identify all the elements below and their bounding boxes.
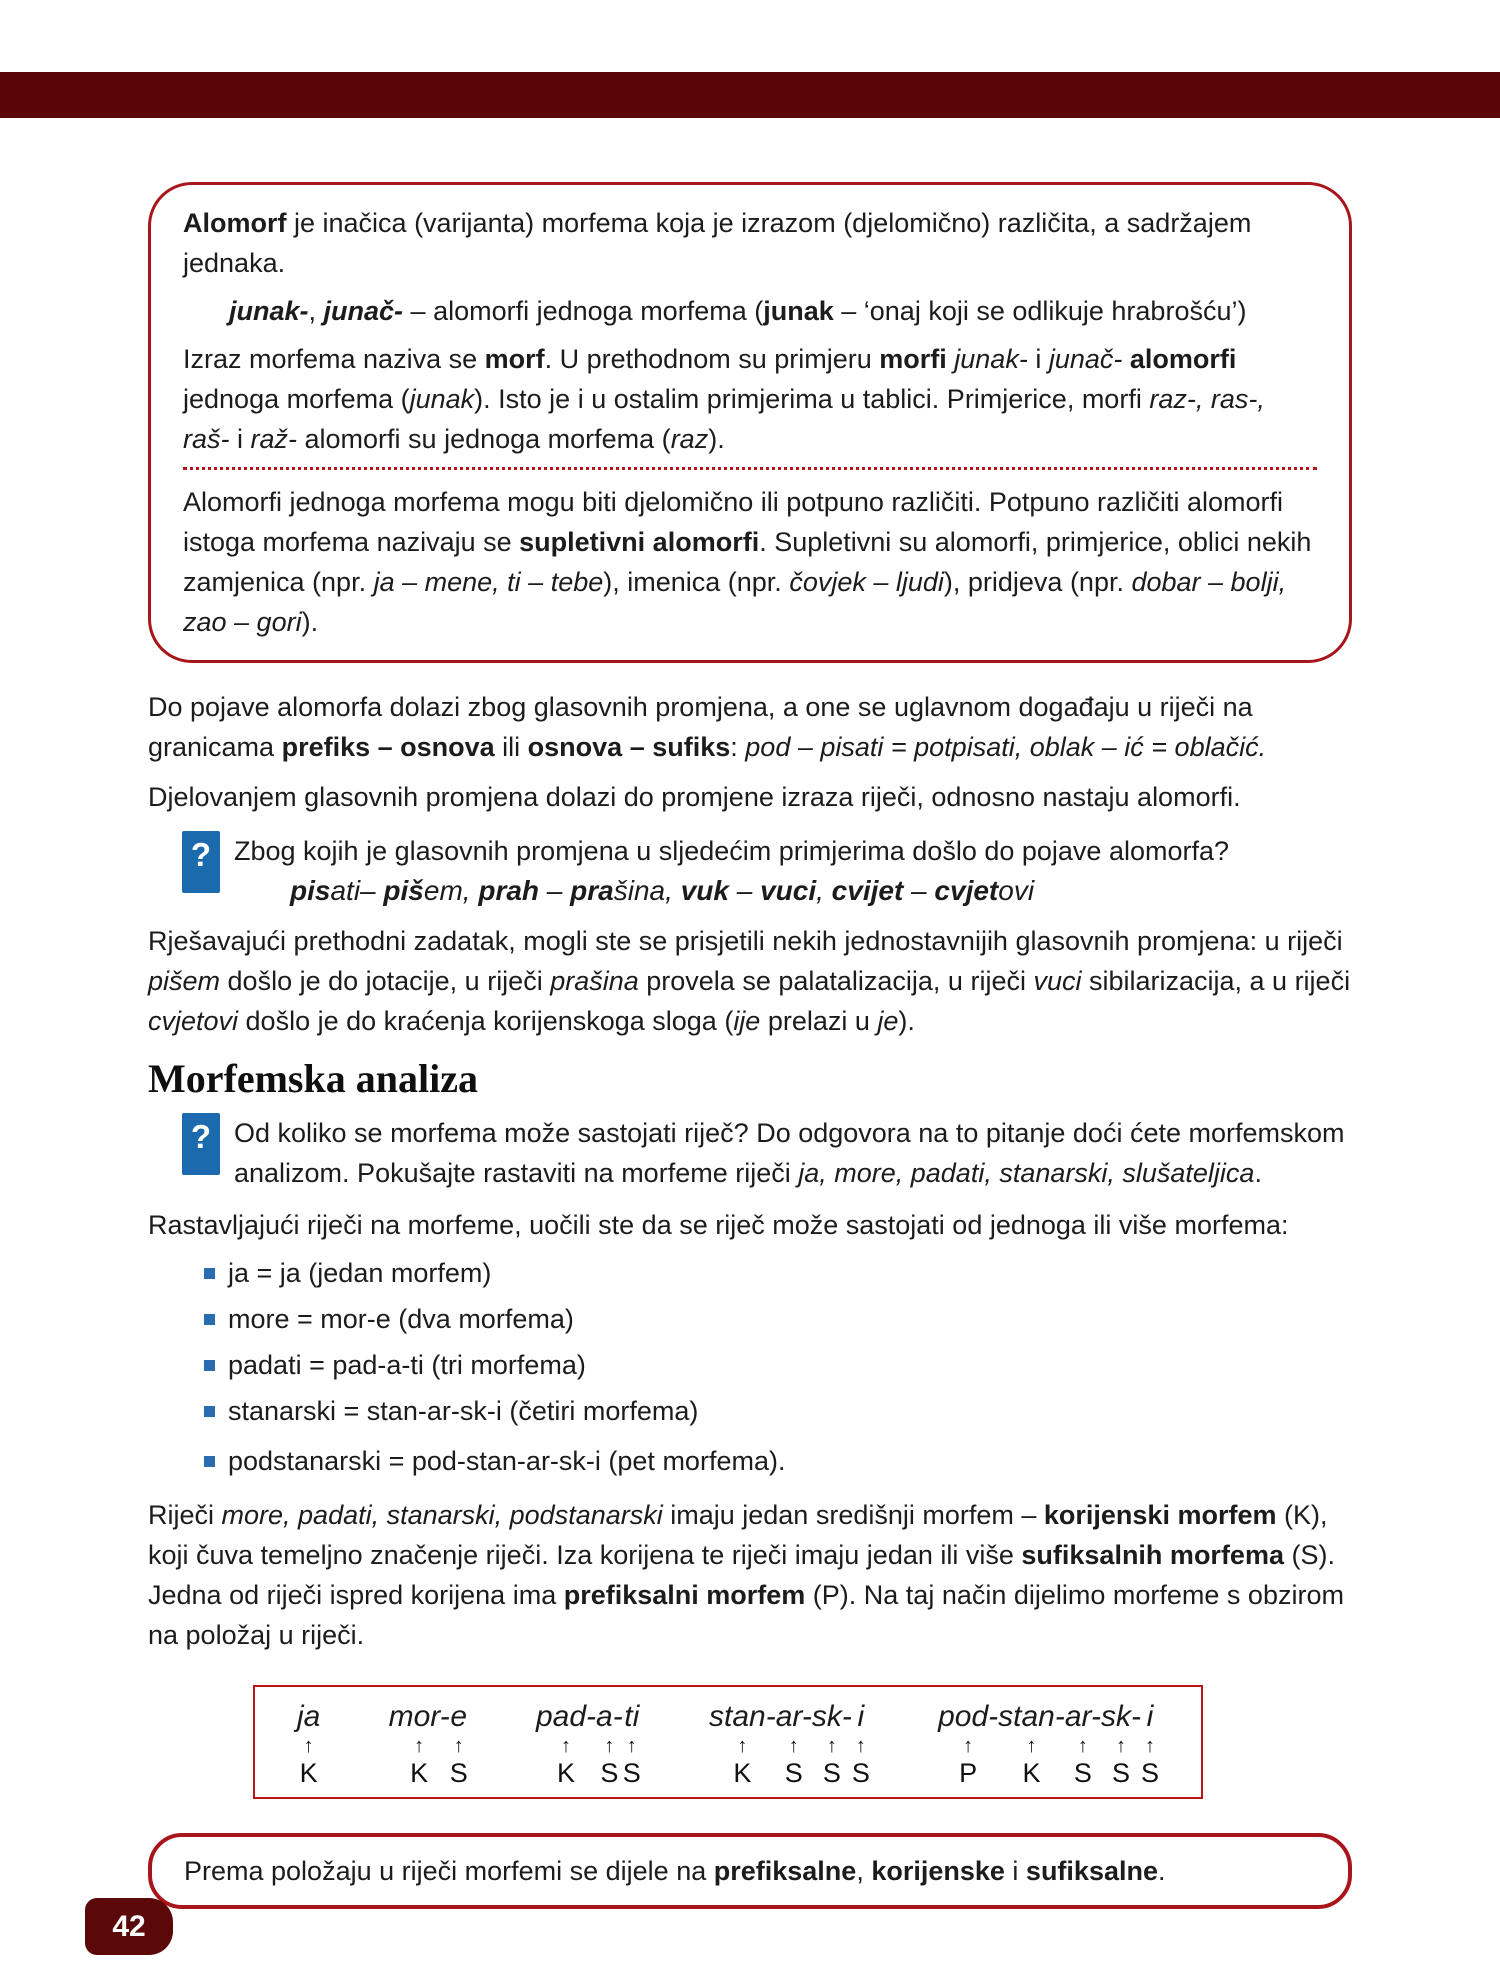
up-arrow-icon: ↑	[1077, 1735, 1088, 1757]
paragraph-do-pojave: Do pojave alomorfa dolazi zbog glasovnih promjena, a one se uglavnom događaju u riječi na granicama prefiks – osnova ili osnova – sufiks: pod – pisati = potpisati, oblak – ić = oblačić.	[148, 692, 1267, 762]
morpheme-label: S	[449, 1758, 468, 1788]
label-row	[709, 1757, 870, 1789]
morpheme-group	[938, 1699, 1159, 1789]
up-arrow-icon: ↑	[788, 1735, 799, 1757]
dotted-divider	[183, 467, 1317, 470]
morpheme-diagram	[253, 1685, 1203, 1799]
up-arrow-icon: ↑	[855, 1735, 866, 1757]
paragraph-rastavljajuci: Rastavljajući riječi na morfeme, uočili ste da se riječ može sastojati od jednoga ili više morfema:	[148, 1210, 1289, 1240]
label-row	[389, 1757, 468, 1789]
morpheme-group	[297, 1699, 320, 1789]
morpheme-word-segment: pod-	[938, 1700, 999, 1733]
question-mark-glyph: ?	[190, 1118, 212, 1155]
list-item-text: stanarski = stan-ar-sk-i (četiri morfema)	[228, 1396, 699, 1426]
question-examples-line: pisati– pišem, prah – prašina, vuk – vuci, cvijet – cvjetovi	[290, 875, 1035, 906]
note-text: Prema položaju u riječi morfemi se dijele na prefiksalne, korijenske i sufiksalne.	[184, 1856, 1166, 1886]
morpheme-label: K	[733, 1758, 752, 1788]
definition-paragraph-alomorf: Alomorf je inačica (varijanta) morfema koja je izrazom (djelomično) različita, a sadržajem jednaka.	[183, 208, 1252, 278]
morpheme-label: S	[600, 1758, 619, 1788]
section-heading: Morfemska analiza	[148, 1056, 478, 1101]
arrow-row	[709, 1735, 870, 1757]
definition-paragraph-supletivni: Alomorfi jednoga morfema mogu biti djelomično ili potpuno različiti. Potpuno različiti alomorfi istoga morfema nazivaju se supletivni alomorfi. Supletivni su alomorfi, primjerice, oblici nekih zamjenica (npr. ja – mene, ti – tebe), imenica (npr. čovjek – ljudi), pridjeva (npr. dobar – bolji, zao – gori).	[183, 487, 1312, 637]
list-item-text: ja = ja (jedan morfem)	[228, 1258, 492, 1288]
up-arrow-icon: ↑	[453, 1735, 464, 1757]
question-mark-glyph: ?	[190, 836, 212, 873]
morpheme-label: S	[1111, 1758, 1130, 1788]
morpheme-word-segment: a-	[596, 1700, 623, 1733]
list-item	[204, 1253, 1352, 1293]
morpheme-word-segment: pad-	[536, 1700, 597, 1733]
bullet-square-icon	[204, 1268, 215, 1279]
question-icon	[182, 831, 220, 893]
up-arrow-icon: ↑	[561, 1735, 572, 1757]
morpheme-word-segment: ti	[624, 1700, 640, 1733]
list-item-text: more = mor-e (dva morfema)	[228, 1304, 574, 1334]
question-text	[234, 831, 1229, 911]
morpheme-word-segment: ja	[297, 1700, 321, 1733]
morpheme-label: S	[622, 1758, 641, 1788]
morpheme-label: K	[1022, 1758, 1041, 1788]
morpheme-word-segment: mor-	[388, 1700, 450, 1733]
question-icon	[182, 1113, 220, 1175]
list-item-text: padati = pad-a-ti (tri morfema)	[228, 1350, 586, 1380]
label-row	[297, 1757, 320, 1789]
paragraph-rijeci: Riječi more, padati, stanarski, podstanarski imaju jedan središnji morfem – korijenski morfem (K), koji čuva temeljno značenje riječi. Iza korijena te riječi imaju jedan ili više sufiksalnih morfema (S). Jedna od riječi ispred korijena ima prefiksalni morfem (P). Na taj način dijelimo morfeme s obzirom na položaj u riječi.	[148, 1500, 1344, 1650]
paragraph-rjesavajuci: Rješavajući prethodni zadatak, mogli ste se prisjetili nekih jednostavnijih glasovnih promjena: u riječi pišem došlo je do jotacije, u riječi prašina provela se palatalizacija, u riječi vuci sibilarizacija, a u riječi cvjetovi došlo je do kraćenja korijenskoga sloga (ije prelazi u je).	[148, 926, 1351, 1036]
morpheme-word-segment: ar-	[775, 1700, 812, 1733]
bullet-square-icon	[204, 1314, 215, 1325]
morpheme-label: S	[784, 1758, 803, 1788]
page-content	[148, 182, 1352, 1909]
morpheme-group	[709, 1699, 870, 1789]
arrow-row	[938, 1735, 1159, 1757]
morpheme-label: S	[822, 1758, 841, 1788]
list-item	[204, 1345, 1352, 1385]
up-arrow-icon: ↑	[1144, 1735, 1155, 1757]
question-text	[234, 1113, 1352, 1193]
morpheme-label: K	[410, 1758, 429, 1788]
up-arrow-icon: ↑	[414, 1735, 425, 1757]
question-block-1	[148, 831, 1352, 911]
note-box	[148, 1833, 1352, 1909]
morpheme-group	[389, 1699, 468, 1789]
word-row	[297, 1699, 320, 1735]
morpheme-word-segment: i	[857, 1700, 865, 1733]
word-row	[389, 1699, 468, 1735]
up-arrow-icon: ↑	[826, 1735, 837, 1757]
up-arrow-icon: ↑	[1026, 1735, 1037, 1757]
word-row	[536, 1699, 641, 1735]
morpheme-group	[536, 1699, 641, 1789]
morpheme-word-segment: ar-	[1064, 1700, 1101, 1733]
up-arrow-icon: ↑	[303, 1735, 314, 1757]
definition-box	[148, 182, 1352, 663]
question-line: Od koliko se morfema može sastojati riječ? Do odgovora na to pitanje doći ćete morfemskom analizom. Pokušajte rastaviti na morfeme riječi ja, more, padati, stanarski, slušateljica.	[234, 1118, 1345, 1188]
definition-example-line: junak-, junač- – alomorfi jednoga morfema (junak – ‘onaj koji se odlikuje hrabrošću’)	[229, 296, 1247, 326]
label-row	[536, 1757, 641, 1789]
top-bar	[0, 72, 1500, 118]
arrow-row	[389, 1735, 468, 1757]
morpheme-word-segment: sk-	[811, 1700, 852, 1733]
up-arrow-icon: ↑	[1115, 1735, 1126, 1757]
morpheme-list	[148, 1253, 1352, 1481]
question-block-2	[148, 1113, 1352, 1193]
list-item-text: podstanarski = pod-stan-ar-sk-i (pet morfema).	[228, 1446, 786, 1476]
label-row	[938, 1757, 1159, 1789]
morpheme-word-segment: stan-	[998, 1700, 1065, 1733]
arrow-row	[297, 1735, 320, 1757]
morpheme-word-segment: i	[1146, 1700, 1154, 1733]
paragraph-djelovanjem: Djelovanjem glasovnih promjena dolazi do promjene izraza riječi, odnosno nastaju alomorfi.	[148, 782, 1241, 812]
up-arrow-icon: ↑	[737, 1735, 748, 1757]
morpheme-label: S	[851, 1758, 870, 1788]
list-item	[204, 1441, 1352, 1481]
bullet-square-icon	[204, 1456, 215, 1467]
morpheme-label: S	[1073, 1758, 1092, 1788]
morpheme-label: P	[959, 1758, 978, 1788]
page-number-badge	[85, 1898, 173, 1955]
morpheme-label: K	[299, 1758, 318, 1788]
morpheme-label: S	[1140, 1758, 1159, 1788]
arrow-row	[536, 1735, 641, 1757]
word-row	[709, 1699, 870, 1735]
list-item	[204, 1391, 1352, 1431]
question-line: Zbog kojih je glasovnih promjena u sljedećim primjerima došlo do pojave alomorfa?	[234, 836, 1230, 866]
page-number: 42	[112, 1909, 146, 1943]
word-row	[938, 1699, 1159, 1735]
definition-paragraph-morf: Izraz morfema naziva se morf. U prethodnom su primjeru morfi junak- i junač- alomorfi jednoga morfema (junak). Isto je i u ostalim primjerima u tablici. Primjerice, morfi raz-, ras-, raš- i raž- alomorfi su jednoga morfema (raz).	[183, 344, 1265, 454]
bullet-square-icon	[204, 1360, 215, 1371]
bullet-square-icon	[204, 1406, 215, 1417]
up-arrow-icon: ↑	[963, 1735, 974, 1757]
up-arrow-icon: ↑	[604, 1735, 615, 1757]
morpheme-label: K	[557, 1758, 576, 1788]
list-item	[204, 1299, 1352, 1339]
morpheme-word-segment: sk-	[1100, 1700, 1141, 1733]
morpheme-word-segment: e	[450, 1700, 468, 1733]
morpheme-word-segment: stan-	[709, 1700, 776, 1733]
up-arrow-icon: ↑	[626, 1735, 637, 1757]
